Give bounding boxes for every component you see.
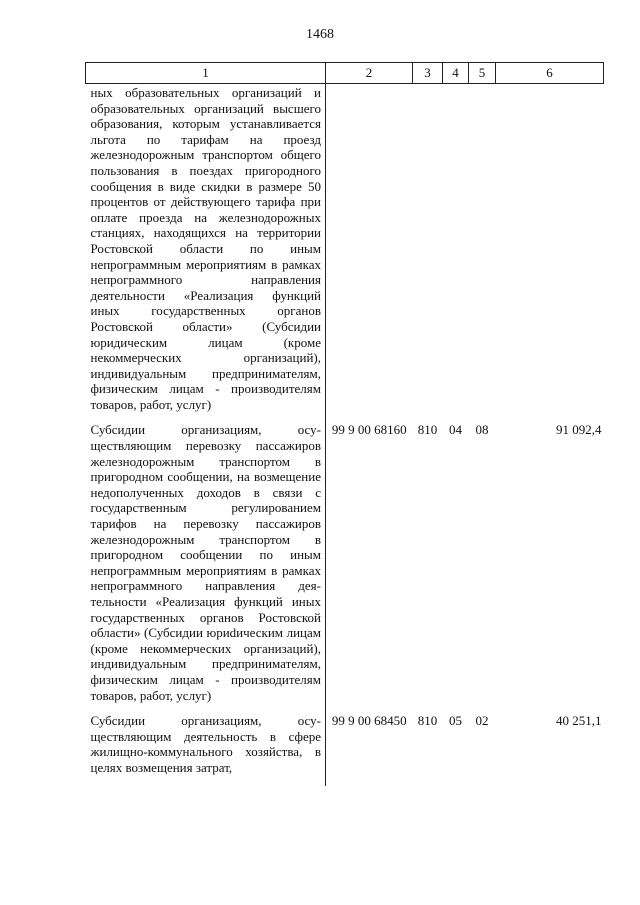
expense-type-code: 810 — [417, 713, 438, 729]
column-header-2: 2 — [326, 63, 413, 84]
amount-value — [496, 84, 604, 423]
amount-value: 91 092,4 — [556, 422, 602, 438]
column-header-6: 6 — [496, 63, 604, 84]
expense-type-code — [413, 84, 443, 423]
target-article-code — [326, 84, 413, 423]
row-description: Субсидии организациям, осуществляющим деятельность в сфере жилищно-коммунального хозяйства, в целях возмещения затрат, — [86, 713, 326, 785]
page-number: 1468 — [306, 27, 334, 42]
subsection-code: 02 — [475, 713, 489, 729]
expense-type-code: 810 — [417, 422, 438, 438]
section-code: 05 — [449, 713, 462, 729]
row-description: Субсидии организациям, осуществляющим перевозку пассажиров железнодорожным транспортом в пригородном сообщении, на возмещение недополученных доходов в связи с государственным регулированием тарифов на перевозку пассажиров железнодорожным транспортом в пригородном сообщении по иным непрограммным мероприятиям в рамках непрограммного направления деятельности «Реализация функций иных государственных органов Ростовской области» (Субсидии юриdическим лицам (кроме некоммерческих организаций), индивидуальным предпринимателям, физическим лицам - производителям товаров, работ, услуг) — [86, 422, 326, 713]
table-row — [86, 422, 604, 713]
row-description: ных образовательных организаций и образовательных организаций высшего образования, которым устанавливается льгота по тарифам на проезд железнодорожным транспортом общего пользования в поездах пригородного сообщения в виде скидки в размере 50 процентов от действующего тарифа при оплате проезда на железнодорожных станциях, находящихся на территории Ростовской области по иным непрограммным мероприятиям в рамках непрограммного направления деятельности «Реализация функций иных государственных органов Ростовской области» (Субсидии юридическим лицам (кроме некоммерческих организаций), индивидуальным предпринимателям, физическим лицам - производителям товаров, работ, услуг) — [86, 84, 326, 423]
target-article-code: 99 9 00 68160 — [331, 422, 407, 438]
subsection-code: 08 — [475, 422, 489, 438]
column-header-3: 3 — [413, 63, 443, 84]
table-header-row — [86, 63, 604, 84]
target-article-code: 99 9 00 68450 — [331, 713, 407, 729]
amount-value: 40 251,1 — [556, 713, 602, 729]
table-row — [86, 84, 604, 423]
column-header-4: 4 — [443, 63, 469, 84]
column-header-5: 5 — [469, 63, 496, 84]
section-code: 04 — [449, 422, 462, 438]
subsection-code — [469, 84, 496, 423]
table-row — [86, 713, 604, 785]
column-header-1: 1 — [86, 63, 326, 84]
section-code — [443, 84, 469, 423]
budget-table — [85, 62, 604, 786]
